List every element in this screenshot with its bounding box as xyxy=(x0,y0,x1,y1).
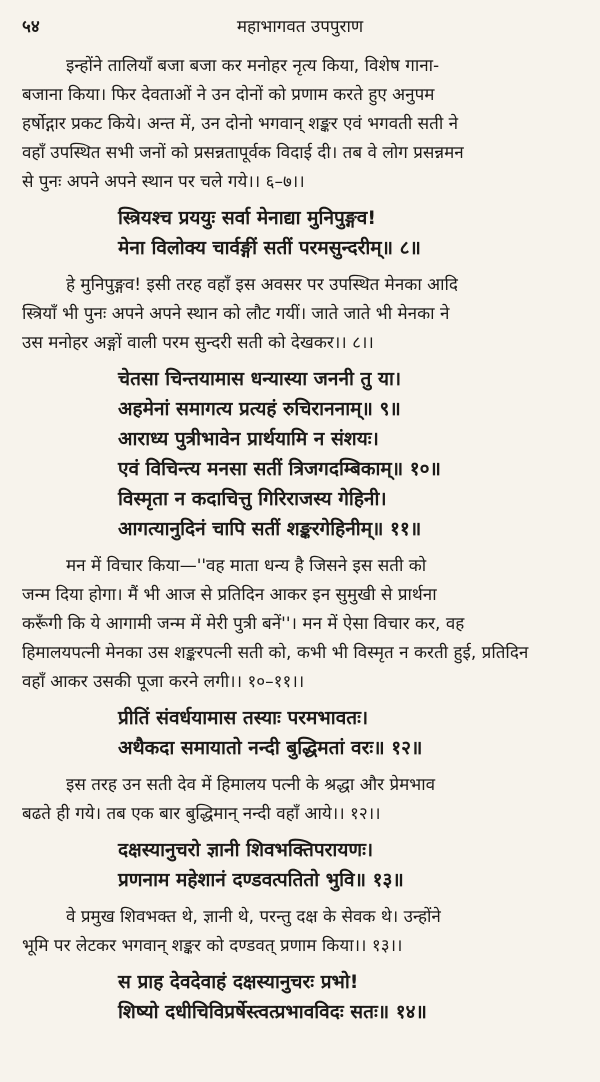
sanskrit-verse xyxy=(22,835,582,895)
verse-line: चेतसा चिन्तयामास धन्यास्या जननी तु या। xyxy=(118,368,402,390)
text-line: भूमि पर लेटकर भगवान् शङ्कर को दण्डवत् प्रणाम किया।। १३।। xyxy=(22,936,403,956)
text-line: से पुनः अपने अपने स्थान पर चले गये।। ६–७।। xyxy=(22,172,305,192)
sanskrit-verse xyxy=(22,203,582,263)
page-header xyxy=(18,14,582,40)
verse-line: मेना विलोक्य चार्वङ्गीं सतीं परमसुन्दरीम्॥ ८॥ xyxy=(118,237,421,259)
text-line: इस तरह उन सती देव में हिमालय पत्नी के श्रद्धा और प्रेमभाव xyxy=(66,775,436,795)
hindi-translation-paragraph xyxy=(22,771,582,829)
verse-line: स प्राह देवदेवाहं दक्षस्यानुचरः प्रभो! xyxy=(118,971,359,993)
hindi-translation-paragraph xyxy=(22,552,582,697)
sanskrit-verse xyxy=(22,364,582,544)
hindi-translation-paragraph xyxy=(22,903,582,961)
hindi-translation-paragraph xyxy=(22,271,582,358)
sanskrit-verse xyxy=(22,967,582,1027)
text-line: हे मुनिपुङ्गव! इसी तरह वहाँ इस अवसर पर उपस्थित मेनका आदि xyxy=(66,275,458,295)
text-line: वे प्रमुख शिवभक्त थे, ज्ञानी थे, परन्तु दक्ष के सेवक थे। उन्होंने xyxy=(66,907,441,927)
verse-line: दक्षस्यानुचरो ज्ञानी शिवभक्तिपरायणः। xyxy=(118,839,374,861)
page-body xyxy=(22,52,582,1035)
text-line: जन्म दिया होगा। मैं भी आज से प्रतिदिन आकर इन सुमुखी से प्रार्थना xyxy=(22,585,437,605)
sanskrit-verse xyxy=(22,703,582,763)
verse-line: विस्मृता न कदाचित्तु गिरिराजस्य गेहिनी। xyxy=(118,488,387,510)
hindi-translation-paragraph xyxy=(22,52,582,197)
text-line: उस मनोहर अङ्गों वाली परम सुन्दरी सती को देखकर।। ८।। xyxy=(22,333,374,353)
verse-line: आगत्यानुदिनं चापि सतीं शङ्करगेहिनीम्॥ ११॥ xyxy=(118,518,422,540)
verse-line: अथैकदा समायातो नन्दी बुद्धिमतां वरः॥ १२॥ xyxy=(118,737,423,759)
text-line: बढते ही गये। तब एक बार बुद्धिमान् नन्दी वहाँ आये।। १२।। xyxy=(22,804,381,824)
running-title: महाभागवत उपपुराण xyxy=(236,17,364,37)
verse-line: प्रीतिं संवर्धयामास तस्याः परमभावतः। xyxy=(118,707,369,729)
text-line: बजाना किया। फिर देवताओं ने उन दोनों को प्रणाम करते हुए अनुपम xyxy=(22,85,435,105)
text-line: करूँगी कि ये आगामी जन्म में मेरी पुत्री बनें''। मन में ऐसा विचार कर, वह xyxy=(22,614,465,634)
page-number: ५४ xyxy=(22,17,40,37)
verse-line: शिष्यो दधीचिविप्रर्षेस्त्वत्प्रभावविदः सतः॥ १४॥ xyxy=(118,1001,427,1023)
verse-line: स्त्रियश्च प्रययुः सर्वा मेनाद्या मुनिपुङ्गव! xyxy=(118,207,377,229)
text-line: मन में विचार किया—''वह माता धन्य है जिसने इस सती को xyxy=(66,556,427,576)
text-line: वहाँ उपस्थित सभी जनों को प्रसन्नतापूर्वक विदाई दी। तब वे लोग प्रसन्नमन xyxy=(22,143,464,163)
verse-line: प्रणनाम महेशानं दण्डवत्पतितो भुवि॥ १३॥ xyxy=(118,869,404,891)
text-line: हर्षोद्गार प्रकट किये। अन्त में, उन दोनो भगवान् शङ्कर एवं भगवती सती ने xyxy=(22,114,459,134)
verse-line: अहमेनां समागत्य प्रत्यहं रुचिराननाम्॥ ९॥ xyxy=(118,398,401,420)
text-line: स्त्रियाँ भी पुनः अपने अपने स्थान को लौट गयीं। जाते जाते भी मेनका ने xyxy=(22,304,450,324)
text-line: वहाँ आकर उसकी पूजा करने लगी।। १०–११।। xyxy=(22,672,305,692)
verse-line: एवं विचिन्त्य मनसा सतीं त्रिजगदम्बिकाम्॥ १०॥ xyxy=(118,458,441,480)
verse-line: आराध्य पुत्रीभावेन प्रार्थयामि न संशयः। xyxy=(118,428,379,450)
text-line: इन्होंने तालियाँ बजा बजा कर मनोहर नृत्य किया, विशेष गाना- xyxy=(66,56,440,76)
text-line: हिमालयपत्नी मेनका उस शङ्करपत्नी सती को, कभी भी विस्मृत न करती हुई, प्रतिदिन xyxy=(22,643,529,663)
